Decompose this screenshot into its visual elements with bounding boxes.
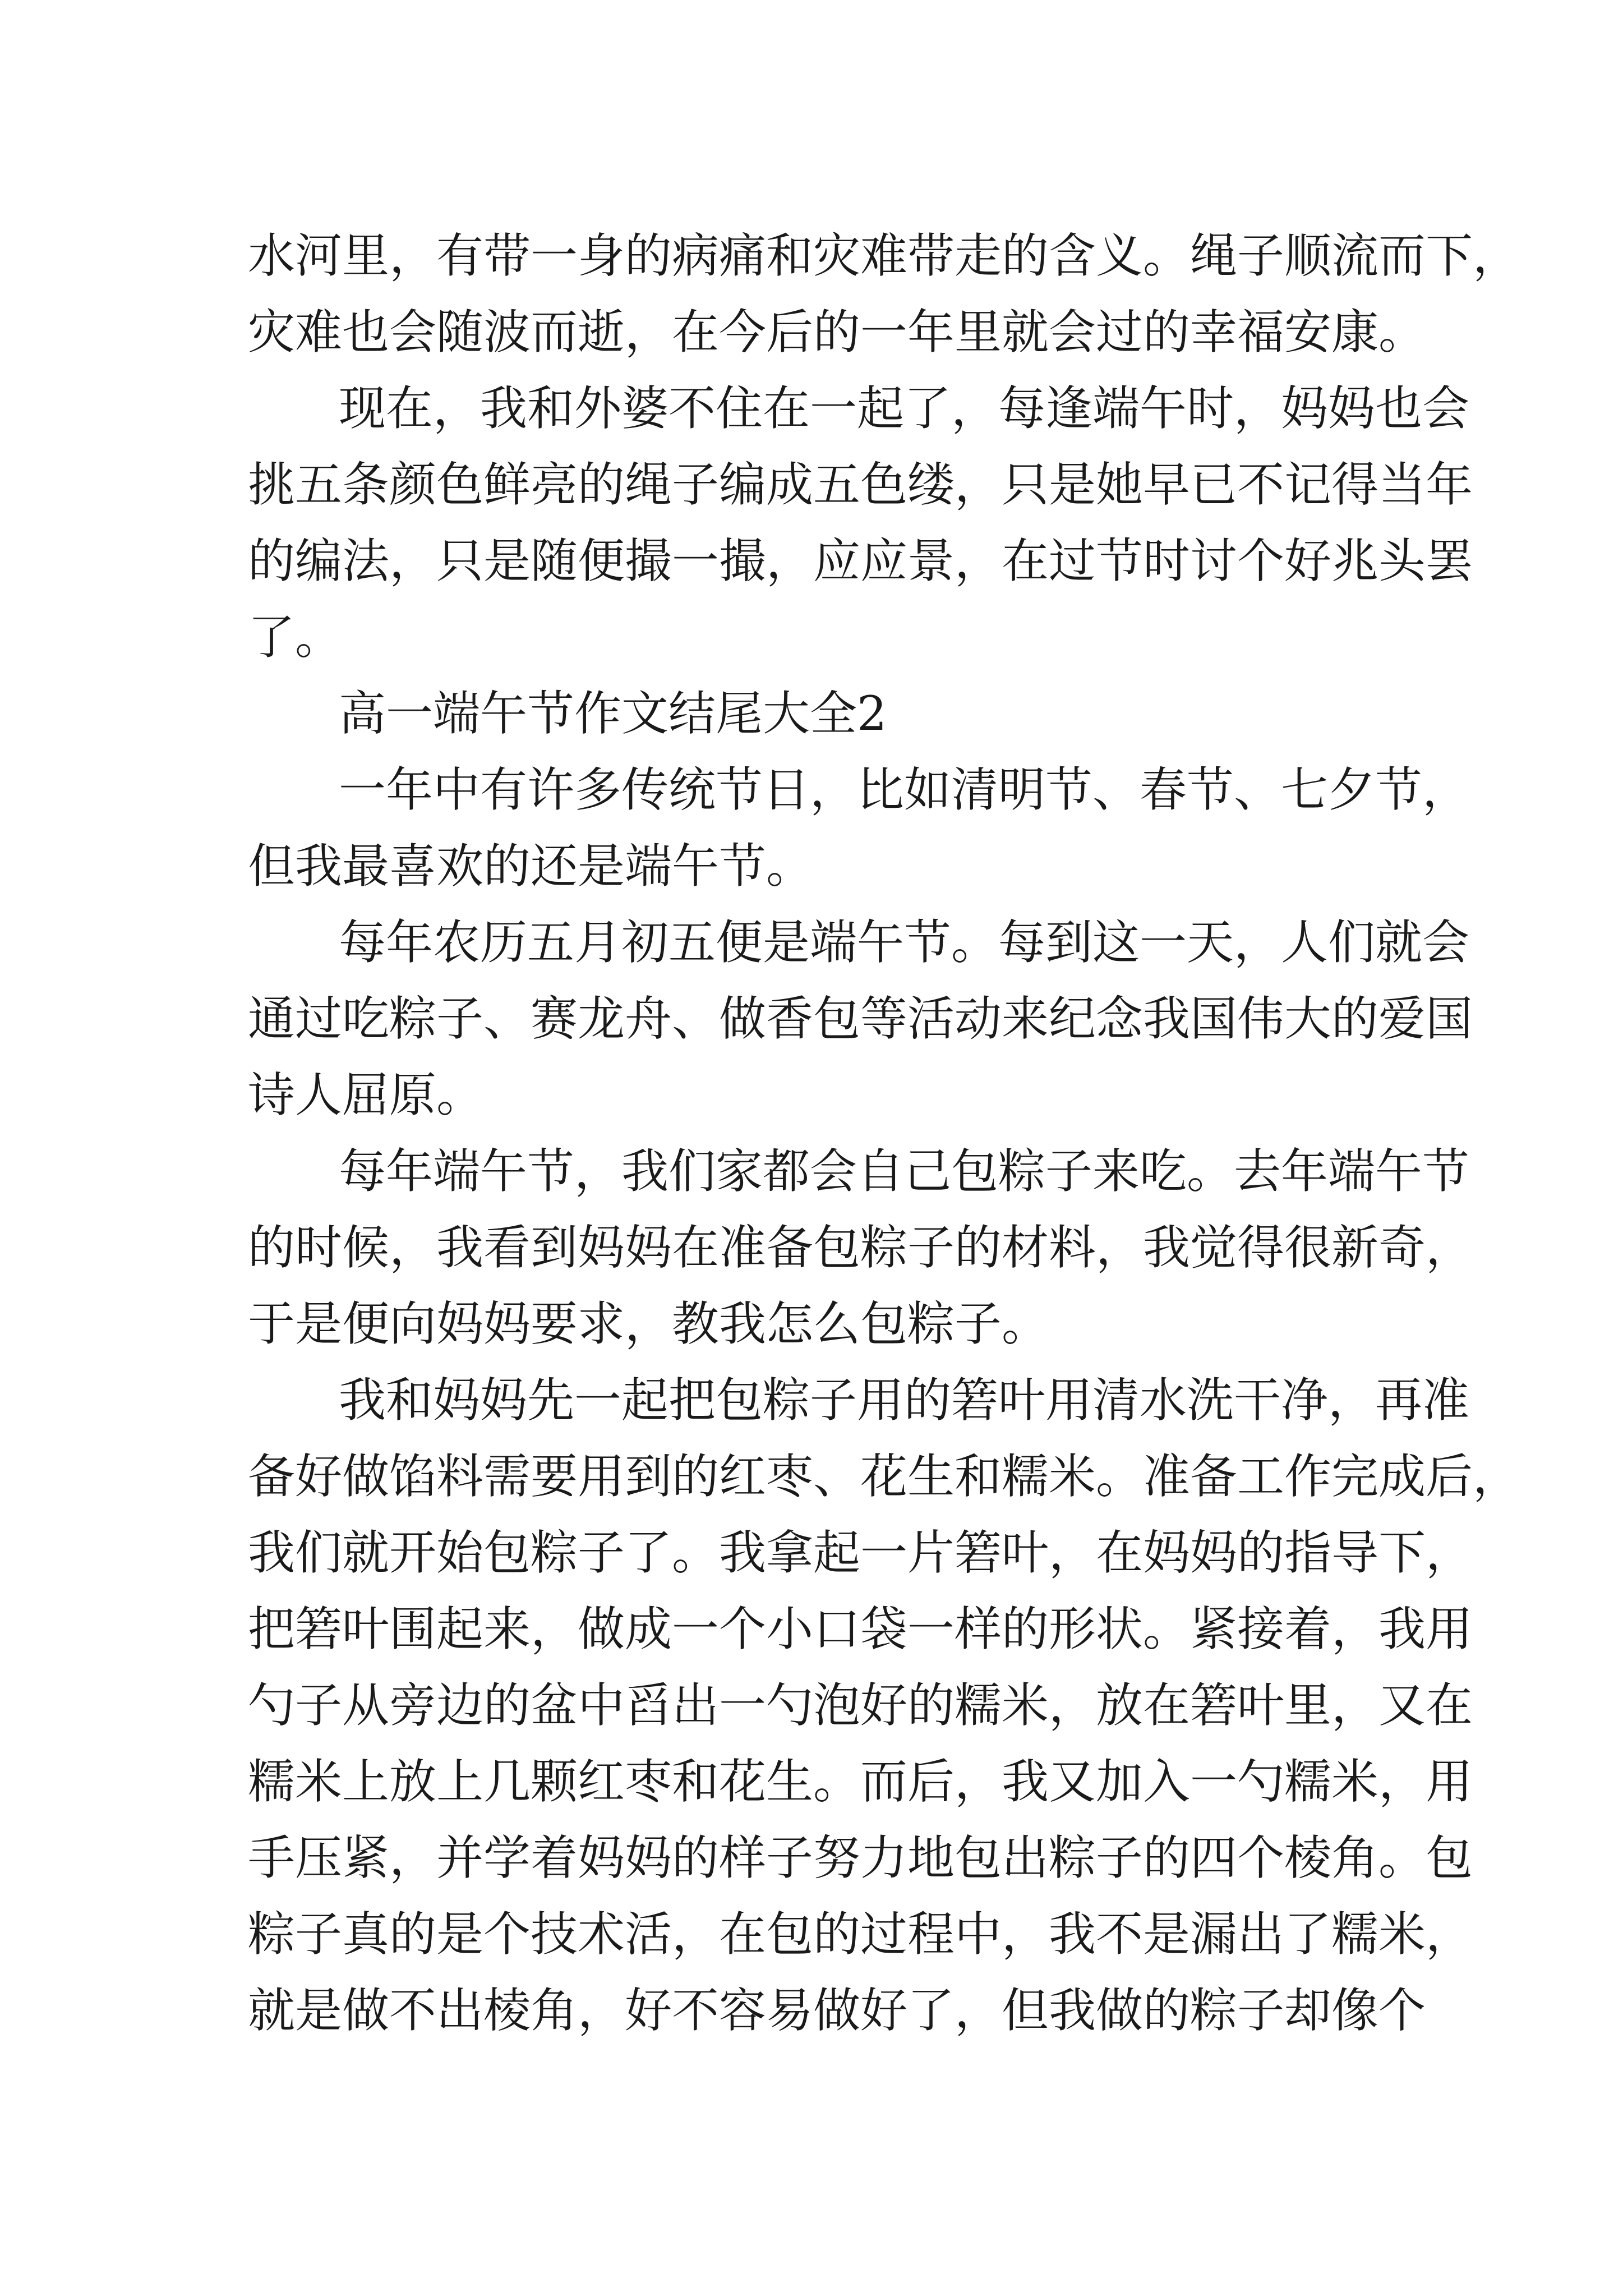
- text-line: 粽子真的是个技术活，在包的过程中，我不是漏出了糯米，: [248, 1907, 1473, 1962]
- text-line: 水河里，有带一身的病痛和灾难带走的含义。绳子顺流而下，: [248, 228, 1520, 283]
- text-line: 每年端午节，我们家都会自己包粽子来吃。去年端午节: [339, 1144, 1470, 1199]
- text-line: 诗人屈原。: [248, 1068, 484, 1122]
- text-line: 挑五条颜色鲜亮的绳子编成五色缕，只是她早已不记得当年: [248, 457, 1473, 512]
- text-line: 备好做馅料需要用到的红枣、花生和糯米。准备工作完成后，: [248, 1449, 1520, 1504]
- text-line: 现在，我和外婆不住在一起了，每逢端午时，妈妈也会: [339, 381, 1470, 436]
- text-line: 我们就开始包粽子了。我拿起一片箬叶，在妈妈的指导下，: [248, 1525, 1473, 1580]
- text-line: 就是做不出棱角，好不容易做好了，但我做的粽子却像个: [248, 1983, 1426, 2038]
- text-line: 每年农历五月初五便是端午节。每到这一天，人们就会: [339, 915, 1470, 970]
- text-line: 一年中有许多传统节日，比如清明节、春节、七夕节，: [339, 762, 1470, 817]
- text-line: 通过吃粽子、赛龙舟、做香包等活动来纪念我国伟大的爱国: [248, 991, 1473, 1046]
- text-line: 的时候，我看到妈妈在准备包粽子的材料，我觉得很新奇，: [248, 1220, 1473, 1275]
- text-line: 了。: [248, 610, 343, 665]
- text-line: 手压紧，并学着妈妈的样子努力地包出粽子的四个棱角。包: [248, 1830, 1473, 1885]
- text-line: 但我最喜欢的还是端午节。: [248, 839, 814, 894]
- section-heading: 高一端午节作文结尾大全2: [339, 686, 887, 741]
- text-line: 于是便向妈妈要求，教我怎么包粽子。: [248, 1296, 1049, 1351]
- text-line: 灾难也会随波而逝，在今后的一年里就会过的幸福安康。: [248, 305, 1426, 360]
- text-line: 勺子从旁边的盆中舀出一勺泡好的糯米，放在箬叶里，又在: [248, 1678, 1473, 1733]
- text-line: 我和妈妈先一起把包粽子用的箬叶用清水洗干净，再准: [339, 1373, 1470, 1428]
- text-line: 的编法，只是随便撮一撮，应应景，在过节时讨个好兆头罢: [248, 533, 1473, 588]
- text-line: 糯米上放上几颗红枣和花生。而后，我又加入一勺糯米，用: [248, 1754, 1473, 1809]
- document-body: [248, 218, 1520, 2049]
- text-line: 把箬叶围起来，做成一个小口袋一样的形状。紧接着，我用: [248, 1602, 1473, 1657]
